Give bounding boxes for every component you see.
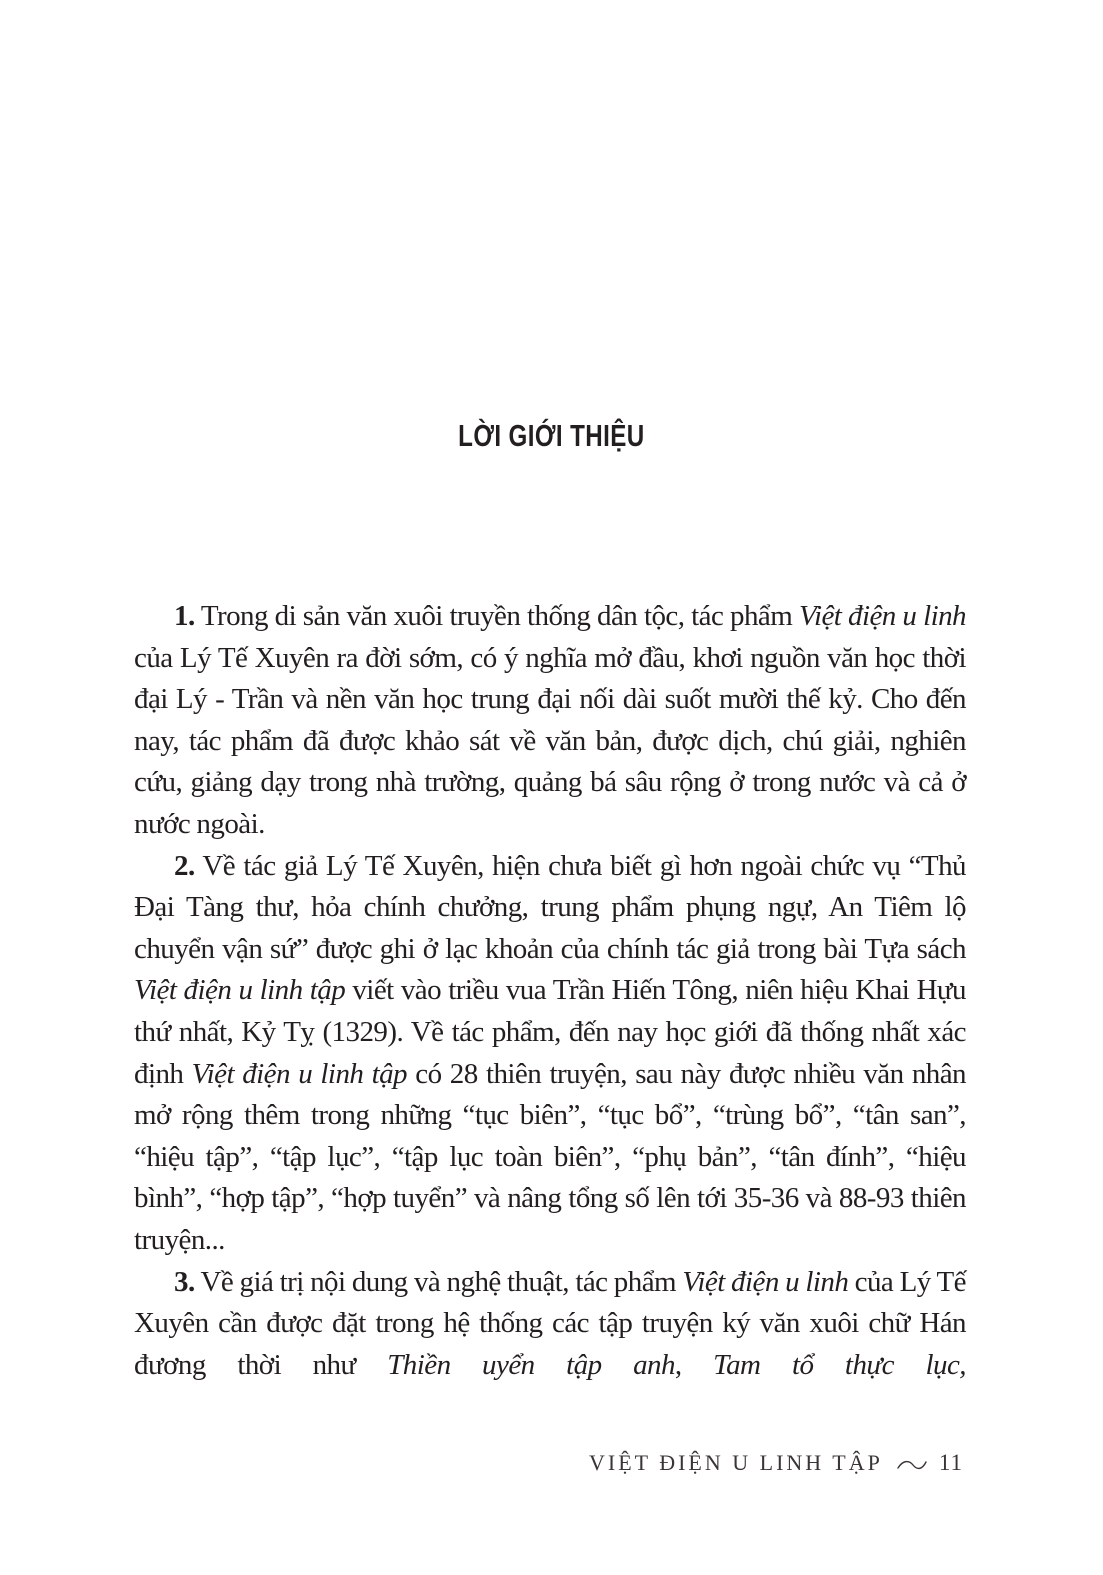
book-title-italic: Việt điện u linh [798, 600, 966, 632]
text-segment: viết vào triều vua Trần Hiến Tông, niên hiệu Khai Hựu thứ nhất, Kỷ Tỵ (1329). Về tác phẩm, đến nay học giới đã thống nhất xác định [134, 974, 966, 1090]
book-title-italic: Thiền uyển tập anh [387, 1348, 675, 1381]
text-segment: Về giá trị nội dung và nghệ thuật, tác phẩm [194, 1265, 683, 1298]
running-title: VIỆT ĐIỆN U LINH TẬP [589, 1450, 883, 1475]
text-segment: của Lý Tế Xuyên ra đời sớm, có ý nghĩa mở đầu, khơi nguồn văn học thời đại Lý - Trần và nền văn học trung đại nối dài suốt mười thế kỷ. Cho đến nay, tác phẩm đã được khảo sát về văn bản, được dịch, chú giải, nghiên cứu, giảng dạy trong nhà trường, quảng bá sâu rộng ở trong nước và cả ở nước ngoài. [134, 641, 966, 840]
chapter-title: LỜI GIỚI THIỆU [458, 418, 645, 453]
paragraph-3 [134, 1262, 966, 1387]
body-text [134, 596, 966, 1386]
text-segment: Về tác giả Lý Tế Xuyên, hiện chưa biết gì hơn ngoài chức vụ “Thủ Đại Tàng thư, hỏa chính chưởng, trung phẩm phụng ngự, An Tiêm lộ chuyển vận sứ” được ghi ở lạc khoản của chính tác giả trong bài Tựa sách [134, 849, 966, 965]
paragraph-number: 1. [174, 600, 195, 632]
book-title-italic: Việt điện u linh [682, 1265, 849, 1298]
book-title-italic: Việt điện u linh tập [191, 1057, 408, 1090]
book-title-italic: Việt điện u linh tập [134, 974, 346, 1007]
tilde-swash-icon [897, 1452, 927, 1478]
paragraph-number: 3. [174, 1265, 195, 1298]
paragraph-1 [134, 596, 966, 846]
text-segment: , [674, 1348, 714, 1381]
paragraph-2 [134, 846, 966, 1262]
running-footer [589, 1450, 963, 1476]
page-number: 11 [938, 1450, 963, 1475]
paragraph-number: 2. [174, 849, 195, 882]
text-segment: Trong di sản văn xuôi truyền thống dân tộc, tác phẩm [194, 600, 799, 632]
book-title-italic: Tam tổ thực lục, [713, 1348, 966, 1381]
text-segment: của Lý Tế Xuyên cần được đặt trong hệ thống các tập truyện ký văn xuôi chữ Hán đương thời như [134, 1265, 966, 1381]
text-segment: có 28 thiên truyện, sau này được nhiều văn nhân mở rộng thêm trong những “tục biên”, “tục bổ”, “trùng bổ”, “tân san”, “hiệu tập”, “tập lục”, “tập lục toàn biên”, “phụ bản”, “tân đính”, “hiệu bình”, “hợp tập”, “hợp tuyển” và nâng tổng số lên tới 35-36 và 88-93 thiên truyện... [134, 1057, 967, 1256]
